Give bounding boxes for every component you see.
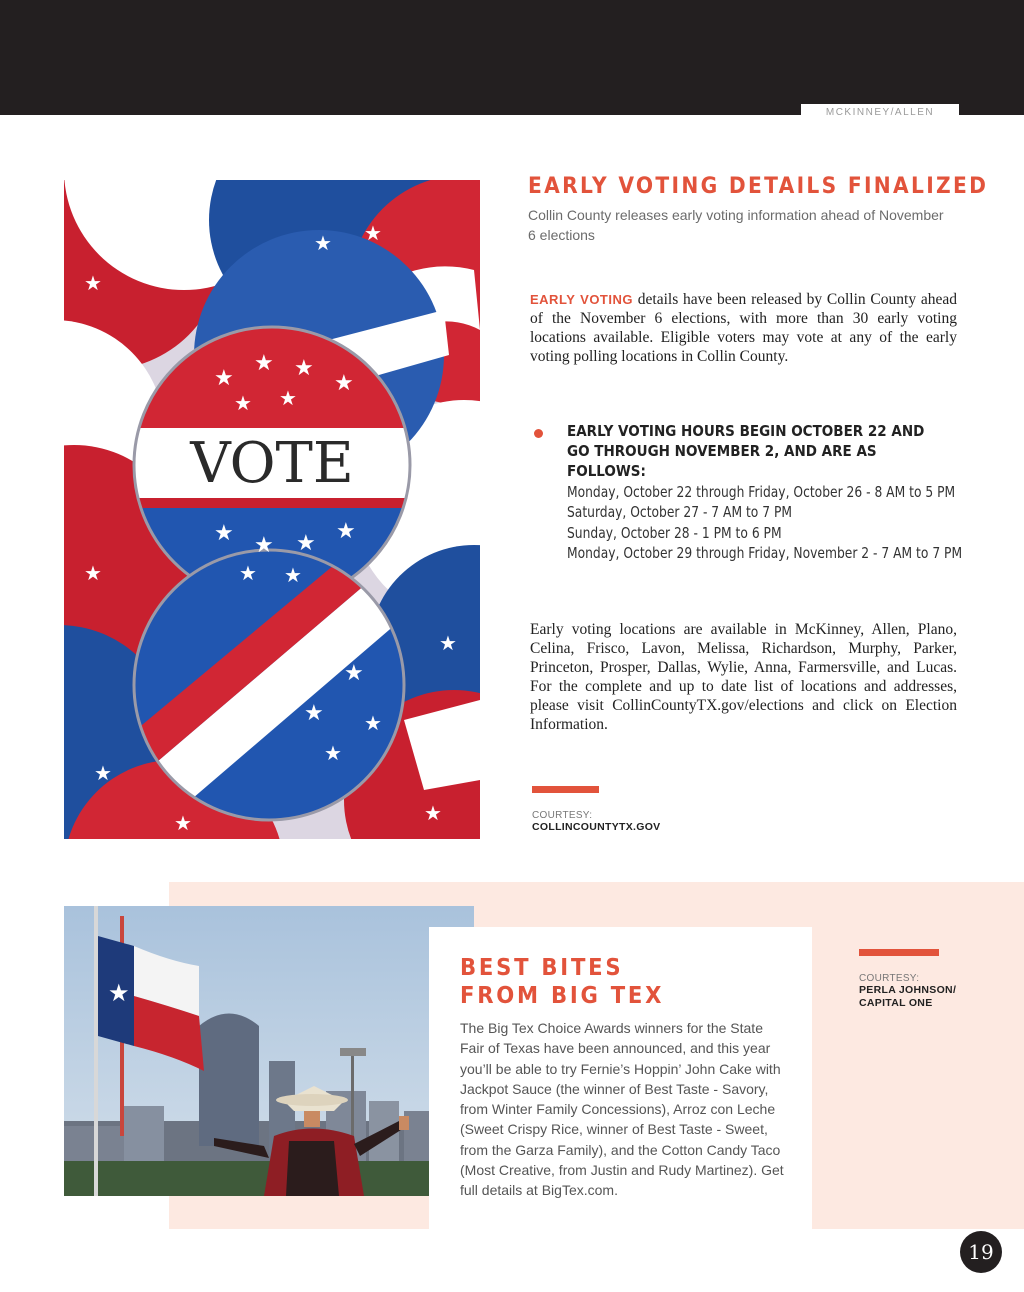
svg-text:★: ★ — [304, 700, 324, 725]
svg-text:★: ★ — [439, 633, 457, 655]
courtesy-source: COLLINCOUNTYTX.GOV — [532, 821, 661, 833]
svg-text:★: ★ — [239, 563, 257, 585]
svg-text:★: ★ — [254, 532, 274, 557]
svg-text:★: ★ — [214, 365, 234, 390]
hours-list — [567, 482, 962, 563]
article-title: EARLY VOTING DETAILS FINALIZED — [528, 174, 989, 199]
svg-text:★: ★ — [364, 223, 382, 245]
svg-text:★: ★ — [124, 223, 142, 245]
vote-button-text: VOTE — [190, 431, 354, 496]
courtesy-credit-secondary — [859, 973, 956, 1010]
article-intro — [530, 290, 957, 366]
hours-item: Monday, October 29 through Friday, November 2 - 7 AM to 7 PM — [567, 543, 963, 562]
intro-lead: EARLY VOTING — [530, 292, 633, 307]
big-tex-illustration — [64, 906, 474, 1196]
svg-text:★: ★ — [424, 803, 442, 825]
vote-buttons-photo — [64, 180, 480, 839]
locations-paragraph: Early voting locations are available in McKinney, Allen, Plano, Celina, Frisco, Lavon, Melissa, Richardson, Murphy, Parker, Princeton, Prosper, Dallas, Wylie, Anna, Farmersville, and Lucas. For the complete and up to date list of locations and addresses, please visit CollinCountyTX.gov/elections and click on Election Information. — [530, 621, 957, 733]
hours-item: Monday, October 22 through Friday, October 26 - 8 AM to 5 PM — [567, 483, 956, 501]
svg-text:★: ★ — [324, 743, 342, 765]
courtesy-label: COURTESY: — [859, 973, 920, 984]
svg-text:★: ★ — [296, 530, 316, 555]
hours-heading: EARLY VOTING HOURS BEGIN OCTOBER 22 AND GO THROUGH NOVEMBER 2, AND ARE AS FOLLOWS: — [567, 422, 925, 480]
accent-rule — [532, 786, 599, 793]
courtesy-source-line-2: CAPITAL ONE — [859, 997, 933, 1009]
svg-text:★: ★ — [174, 813, 192, 835]
svg-text:★: ★ — [94, 763, 112, 785]
svg-text:★: ★ — [108, 980, 130, 1007]
svg-text:★: ★ — [344, 660, 364, 685]
svg-text:★: ★ — [334, 370, 354, 395]
svg-text:★: ★ — [284, 565, 302, 587]
article-subtitle: Collin County releases early voting information ahead of November 6 elections — [528, 207, 944, 243]
svg-text:★: ★ — [84, 273, 102, 295]
svg-text:★: ★ — [214, 520, 234, 545]
article-title-secondary — [460, 954, 664, 1010]
title-line-2: FROM BIG TEX — [460, 983, 665, 1009]
top-banner — [0, 0, 1024, 115]
svg-text:★: ★ — [234, 393, 252, 415]
svg-text:★: ★ — [314, 233, 332, 255]
svg-text:★: ★ — [364, 713, 382, 735]
svg-text:★: ★ — [424, 313, 442, 335]
accent-rule-secondary — [859, 949, 939, 956]
title-line-1: BEST BITES — [460, 955, 624, 981]
svg-text:★: ★ — [279, 388, 297, 410]
courtesy-label: COURTESY: — [532, 810, 593, 821]
big-tex-photo — [64, 906, 474, 1196]
vote-buttons-illustration — [64, 180, 480, 839]
svg-text:★: ★ — [336, 518, 356, 543]
hours-item: Sunday, October 28 - 1 PM to 6 PM — [567, 523, 782, 542]
bullet-dot-icon — [534, 429, 543, 438]
intro-text: details have been released by Collin County ahead of the November 6 elections, with more than 30 early voting locations available. Eligible voters may vote at any of the early voting polling locations in Collin County. — [530, 291, 957, 365]
hours-item: Saturday, October 27 - 7 AM to 7 PM — [567, 503, 792, 522]
article-body: The Big Tex Choice Awards winners for the State Fair of Texas have been announced, and this year you’ll be able to try Fernie’s Hoppin’ John Cake with Jackpot Sauce (the winner of Best Taste - Savory, from Winter Family Concessions), Arroz con Leche (Sweet Crispy Rice, winner of Best Taste - Sweet, from the Garza Family), and the Cotton Candy Taco (Most Creative, from Justin and Rudy Martinez). Get full details at BigTex.com. — [460, 1020, 784, 1199]
svg-text:★: ★ — [294, 355, 314, 380]
svg-text:★: ★ — [254, 350, 274, 375]
courtesy-credit — [532, 810, 660, 834]
courtesy-source-line-1: PERLA JOHNSON/ — [859, 984, 957, 996]
svg-text:★: ★ — [84, 563, 102, 585]
section-tab: MCKINNEY/ALLEN — [801, 104, 959, 122]
page-number: 19 — [960, 1231, 1002, 1273]
